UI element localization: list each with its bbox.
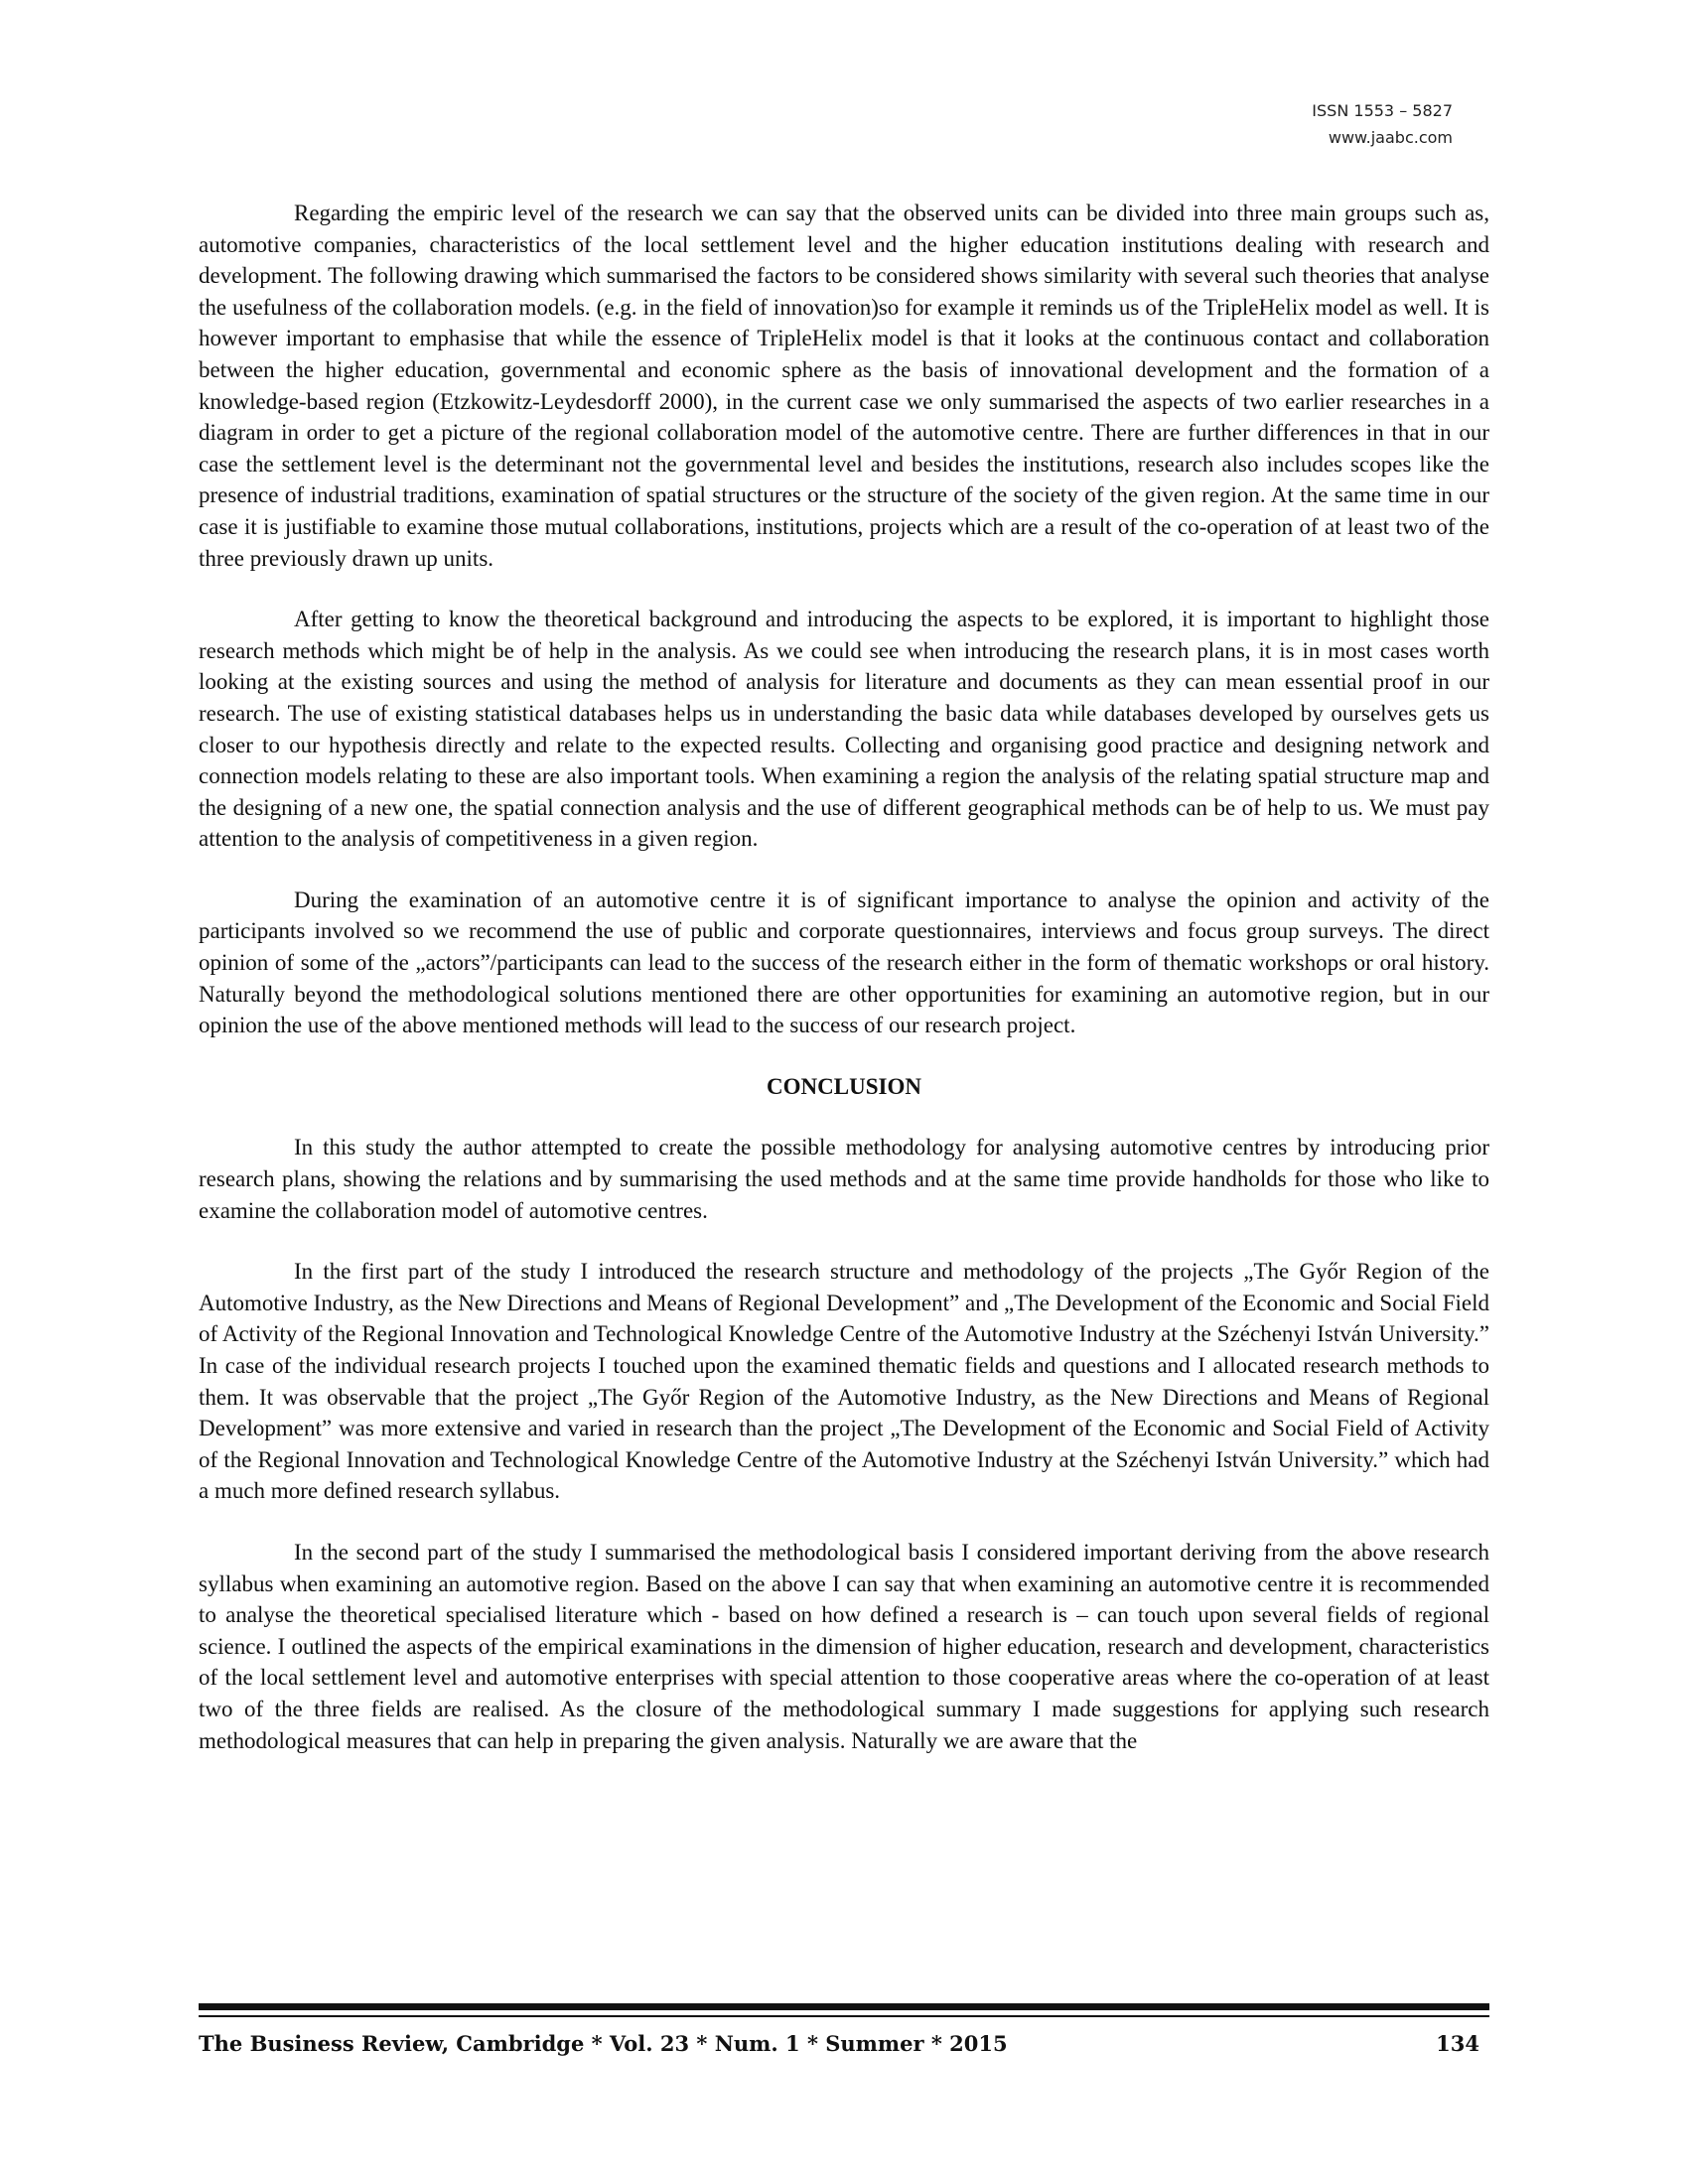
footer-divider-thick bbox=[199, 2003, 1489, 2010]
body-paragraph: In the first part of the study I introduced the research structure and methodology of the projects „The Győr Region of the Automotive Industry, as the New Directions and Means of Regional Development” and „The Development of the Economic and Social Field of Activity of the Regional Innovation and Technological Knowledge Centre of the Automotive Industry at the Széchenyi István University.” In case of the individual research projects I touched upon the examined thematic fields and questions and I allocated research methods to them. It was observable that the project „The Győr Region of the Automotive Industry, as the New Directions and Means of Regional Development” was more extensive and varied in research than the project „The Development of the Economic and Social Field of Activity of the Regional Innovation and Technological Knowledge Centre of the Automotive Industry at the Széchenyi István University.” which had a much more defined research syllabus. bbox=[199, 1259, 1489, 1504]
journal-citation: The Business Review, Cambridge * Vol. 23 * Num. 1 * Summer * 2015 bbox=[199, 2031, 1008, 2056]
footer-divider-thin bbox=[199, 2015, 1489, 2017]
body-paragraph: Regarding the empiric level of the research we can say that the observed units can be divided into three main groups such as, automotive companies, characteristics of the local settlement level and the higher education institutions dealing with research and development. The following drawing which summarised the factors to be considered shows similarity with several such theories that analyse the usefulness of the collaboration models. (e.g. in the field of innovation)so for example it reminds us of the TripleHelix model as well. It is however important to emphasise that while the essence of TripleHelix model is that it looks at the continuous contact and collaboration between the higher education, governmental and economic sphere as the basis of innovational development and the formation of a knowledge-based region (Etzkowitz-Leydesdorff 2000), in the current case we only summarised the aspects of two earlier researches in a diagram in order to get a picture of the regional collaboration model of the automotive centre. There are further differences in that in our case the settlement level is the determinant not the governmental level and besides the institutions, research also includes scopes like the presence of industrial traditions, examination of spatial structures or the structure of the society of the given region. At the same time in our case it is justifiable to examine those mutual collaborations, institutions, projects which are a result of the co-operation of at least two of the three previously drawn up units. bbox=[199, 201, 1489, 571]
body-paragraph: After getting to know the theoretical background and introducing the aspects to be explored, it is important to highlight those research methods which might be of help in the analysis. As we could see when introducing the research plans, it is in most cases worth looking at the existing sources and using the method of analysis for literature and documents as they can mean essential proof in our research. The use of existing statistical databases helps us in understanding the basic data while databases developed by ourselves gets us closer to our hypothesis directly and relate to the expected results. Collecting and organising good practice and designing network and connection models relating to these are also important tools. When examining a region the analysis of the relating spatial structure map and the designing of a new one, the spatial connection analysis and the use of different geographical methods can be of help to us. We must pay attention to the analysis of competitiveness in a given region. bbox=[199, 607, 1489, 852]
website-label: www.jaabc.com bbox=[1328, 128, 1453, 147]
body-paragraph: In the second part of the study I summarised the methodological basis I considered important deriving from the above research syllabus when examining an automotive region. Based on the above I can say that when examining an automotive centre it is recommended to analyse the theoretical specialised literature which - based on how defined a research is – can touch upon several fields of regional science. I outlined the aspects of the empirical examinations in the dimension of higher education, research and development, characteristics of the local settlement level and automotive enterprises with special attention to those cooperative areas where the co-operation of at least two of the three fields are realised. As the closure of the methodological summary I made suggestions for applying such research methodological measures that can help in preparing the given analysis. Naturally we are aware that the bbox=[199, 1539, 1489, 1753]
body-paragraph: During the examination of an automotive centre it is of significant importance to analyse the opinion and activity of the participants involved so we recommend the use of public and corporate questionnaires, interviews and focus group surveys. The direct opinion of some of the „actors”/participants can lead to the success of the research either in the form of thematic workshops or oral history. Naturally beyond the methodological solutions mentioned there are other opportunities for examining an automotive region, but in our opinion the use of the above mentioned methods will lead to the success of our research project. bbox=[199, 887, 1489, 1038]
issn-label: ISSN 1553 – 5827 bbox=[1312, 101, 1453, 120]
conclusion-heading: CONCLUSION bbox=[767, 1073, 921, 1099]
article-body bbox=[199, 198, 1489, 1786]
body-paragraph: In this study the author attempted to create the possible methodology for analysing automotive centres by introducing prior research plans, showing the relations and by summarising the used methods and at the same time provide handholds for those who like to examine the collaboration model of automotive centres. bbox=[199, 1135, 1489, 1223]
page-number: 134 bbox=[1436, 2031, 1479, 2056]
page-header bbox=[1312, 97, 1453, 151]
